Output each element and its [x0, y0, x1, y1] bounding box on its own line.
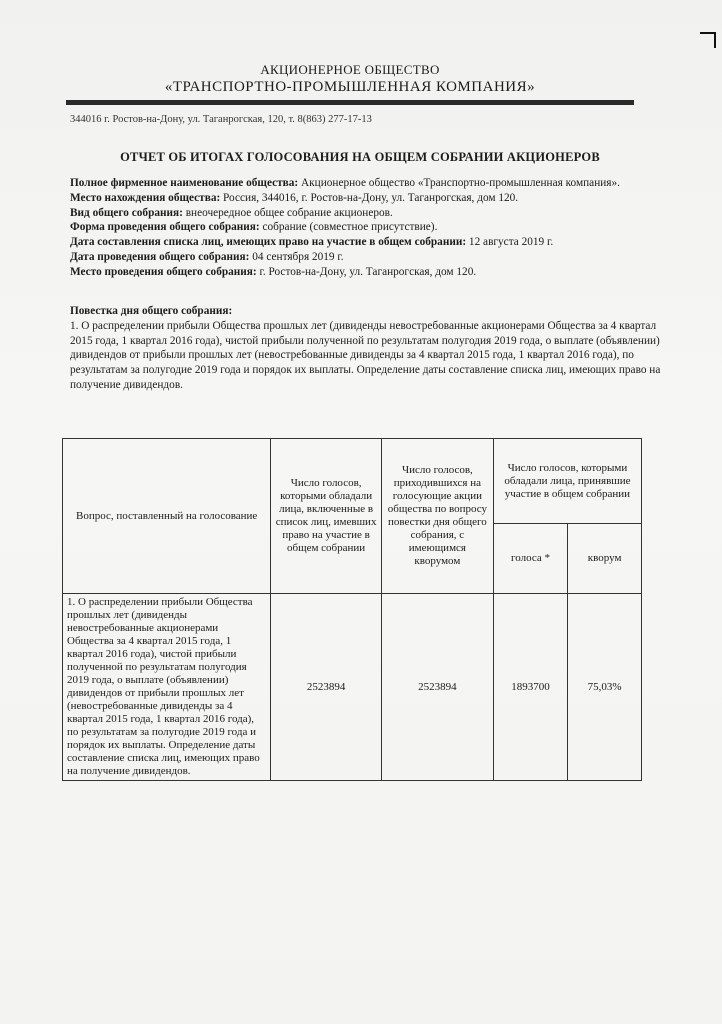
header-voting-shares: Число голосов, приходившихся на голосующие акции общества по вопросу повестки дня общего собрания, с имеющимся кворумом: [381, 439, 493, 594]
info-value: 12 августа 2019 г.: [466, 236, 554, 249]
header-question: Вопрос, поставленный на голосование: [63, 439, 271, 594]
cell-eligible: 2523894: [271, 594, 382, 781]
info-line: [70, 235, 670, 250]
agenda-item: 1. О распределении прибыли Общества прошлых лет (дивиденды невостребованные акционерами Общества за 4 квартал 2015 года, 1 квартал 2016 года), чистой прибыли полученной по результатам полугодия 2019 года, о выплате (объявлении) дивидендов от прибыли прошлых лет (невостребованные дивиденды за 4 квартал 2015 года, 1 квартал 2016 года), по результатам за полугодие 2019 года и порядок их выплаты. Определение даты составление списка лиц, имеющих право на получение дивидендов.: [70, 319, 661, 391]
info-value: внеочередное общее собрание акционеров.: [182, 206, 393, 219]
header-participated: Число голосов, которыми обладали лица, принявшие участие в общем собрании: [493, 439, 641, 524]
info-value: собрание (совместное присутствие).: [259, 221, 438, 234]
org-name: «ТРАНСПОРТНО-ПРОМЫШЛЕННАЯ КОМПАНИЯ»: [164, 79, 536, 95]
letterhead: [60, 62, 640, 96]
info-line: [70, 176, 670, 191]
info-label: Место нахождения общества:: [70, 191, 221, 204]
info-line: [70, 265, 670, 280]
header-rule: [66, 100, 634, 105]
org-type: АКЦИОНЕРНОЕ ОБЩЕСТВО: [260, 62, 440, 77]
info-line: [70, 250, 670, 265]
cell-question: 1. О распределении прибыли Общества прошлых лет (дивиденды невостребованные акционерами Общества за 4 квартал 2015 года, 1 квартал 2016 года), чистой прибыли полученной по результатам полугодия 2019 года, о выплате (объявлении) дивидендов от прибыли прошлых лет (невостребованные дивиденды за 4 квартал 2015 года, 1 квартал 2016 года), по результатам за полугодие 2019 года и порядок их выплаты. Определение даты составление списка лиц, имеющих право на получение дивидендов.: [63, 594, 271, 781]
info-value: г. Ростов-на-Дону, ул. Таганрогская, дом 120.: [256, 265, 477, 278]
info-label: Полное фирменное наименование общества:: [70, 177, 299, 189]
table-header-row: [63, 439, 642, 524]
info-label: Дата составления списка лиц, имеющих право на участие в общем собрании:: [70, 236, 467, 249]
header-eligible-votes: Число голосов, которыми обладали лица, включенные в список лиц, имевших право на участие в общем собрании: [271, 439, 382, 594]
agenda: [70, 304, 670, 393]
cell-voting-shares: 2523894: [381, 594, 493, 781]
header-votes: голоса *: [493, 524, 567, 594]
company-address: 344016 г. Ростов-на-Дону, ул. Таганрогская, 120, т. 8(863) 277-17-13: [70, 114, 372, 125]
meeting-info: [70, 176, 670, 280]
report-title: ОТЧЕТ ОБ ИТОГАХ ГОЛОСОВАНИЯ НА ОБЩЕМ СОБРАНИИ АКЦИОНЕРОВ: [120, 150, 600, 164]
cell-votes: 1893700: [493, 594, 567, 781]
info-label: Вид общего собрания:: [70, 206, 183, 219]
info-value: Россия, 344016, г. Ростов-на-Дону, ул. Таганрогская, дом 120.: [220, 191, 519, 204]
header-quorum: кворум: [568, 524, 642, 594]
voting-results-table: [62, 438, 642, 781]
agenda-heading-text: Повестка дня общего собрания:: [70, 305, 233, 317]
corner-mark: [700, 32, 716, 48]
info-line: [70, 220, 670, 235]
info-line: [70, 191, 670, 206]
cell-quorum: 75,03%: [568, 594, 642, 781]
info-value: 04 сентября 2019 г.: [249, 250, 344, 263]
info-label: Место проведения общего собрания:: [70, 265, 257, 278]
info-line: [70, 206, 670, 221]
agenda-heading: [70, 304, 670, 319]
info-value: Акционерное общество «Транспортно-промышленная компания».: [298, 177, 620, 189]
info-label: Форма проведения общего собрания:: [70, 221, 260, 234]
info-label: Дата проведения общего собрания:: [70, 250, 250, 263]
table-row: [63, 594, 642, 781]
